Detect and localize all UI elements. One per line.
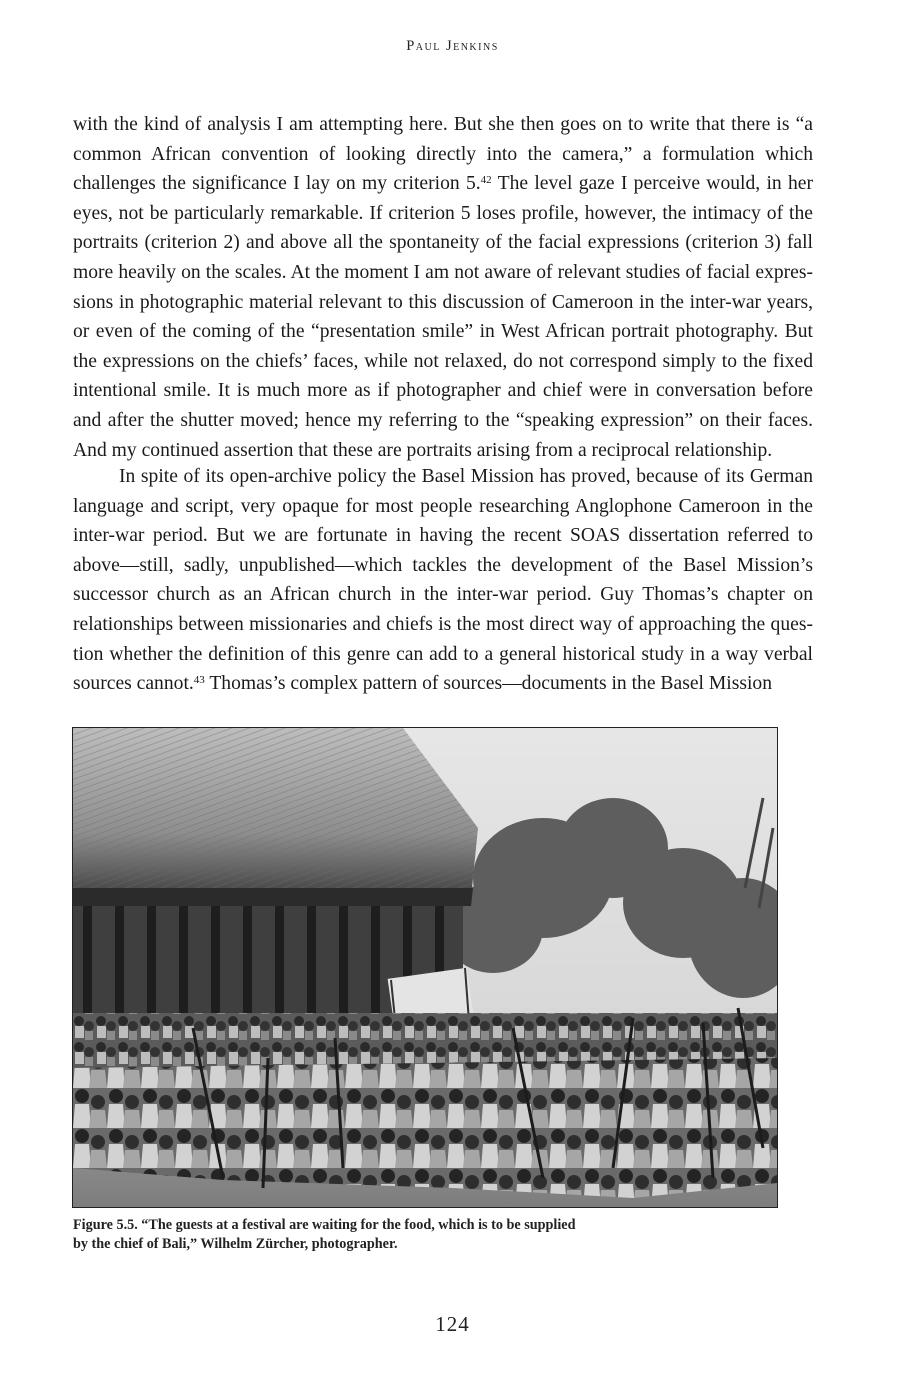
paragraph-text: The level gaze I perceive would, in her eyes, not be particularly remarkable. If criterion 5 loses profile, however, the intimacy of the portraits (criterion 2) and above all the spontaneity of the facial expressions (criterion 3) fall more heavily on the scales. At the moment I am not aware of relevant studies of facial expressions in photographic material relevant to this discussion of Cameroon in the inter-war years, or even of the coming of the “presentation smile” in West African portrait photography. But the expressions on the chiefs’ faces, while not relaxed, do not correspond simply to the fixed intentional smile. It is much more as if photographer and chief were in conversation before and after the shutter moved; hence my referring to the “speaking expression” on their faces. And my continued assertion that these are portraits arising from a reciprocal relationship. — [73, 173, 813, 461]
figure-caption: Figure 5.5. “The guests at a festival are waiting for the food, which is to be supplied by the chief of Bali,” Wilhelm Zürcher, photographer. — [73, 1217, 576, 1252]
figure-photograph — [72, 727, 778, 1208]
footnote-ref-42[interactable]: 42 — [480, 174, 492, 187]
running-header: Paul Jenkins — [406, 38, 499, 54]
body-paragraph-1 — [73, 110, 813, 465]
paragraph-text: In spite of its open-archive policy the Basel Mission has proved, because of its German language and script, very opaque for most people researching Anglophone Cameroon in the inter-war period. But we are fortunate in having the recent SOAS dissertation referred to above—still, sadly, unpublished—which tackles the development of the Basel Mission’s successor church as an African church in the inter-war period. Guy Thomas’s chapter on relationships between missionaries and chiefs is the most direct way of approaching the question whether the definition of this genre can add to a general historical study in a way verbal sources cannot. — [73, 466, 813, 695]
body-paragraph-2 — [73, 462, 813, 699]
page-number: 124 — [435, 1312, 470, 1336]
paragraph-text: Thomas’s complex pattern of sources—documents in the Basel Mission — [204, 673, 773, 695]
festival-photo-image — [73, 728, 777, 1207]
footnote-ref-43[interactable]: 43 — [193, 674, 205, 687]
paragraph-text: with the kind of analysis I am attempting here. But she then goes on to write that there is “a common African convention of looking directly into the camera,” a formulation which challenges the significance I lay on my criterion 5. — [73, 114, 813, 195]
